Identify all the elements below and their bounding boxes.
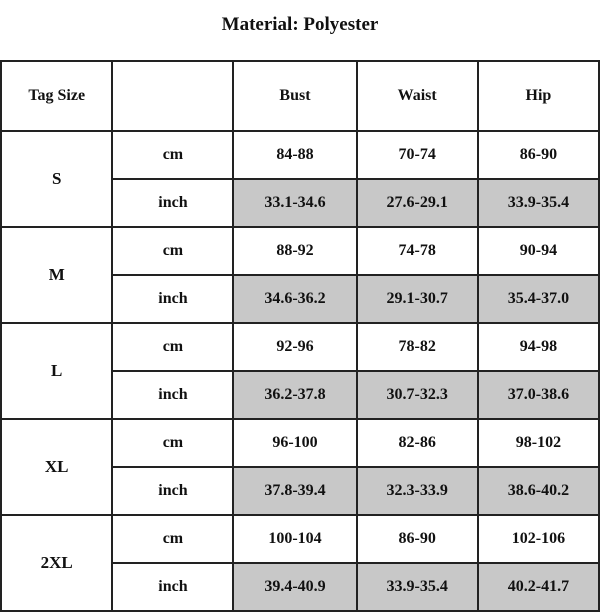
hip-value: 33.9-35.4 [478,179,599,227]
unit-label: inch [112,275,233,323]
waist-value: 27.6-29.1 [357,179,478,227]
table-row [1,227,599,275]
waist-value: 82-86 [357,419,478,467]
page-title: Material: Polyester [221,14,379,35]
table-row [1,131,599,179]
unit-label: cm [112,515,233,563]
hip-value: 98-102 [478,419,599,467]
hip-value: 86-90 [478,131,599,179]
size-label: L [1,323,112,419]
hip-value: 102-106 [478,515,599,563]
waist-value: 29.1-30.7 [357,275,478,323]
unit-label: cm [112,419,233,467]
bust-value: 36.2-37.8 [233,371,356,419]
bust-value: 88-92 [233,227,356,275]
header-row [1,61,599,131]
bust-value: 39.4-40.9 [233,563,356,611]
table-row [1,323,599,371]
unit-label: inch [112,371,233,419]
hip-value: 94-98 [478,323,599,371]
hip-value: 40.2-41.7 [478,563,599,611]
header-unit [112,61,233,131]
table-row [1,515,599,563]
hip-value: 90-94 [478,227,599,275]
bust-value: 92-96 [233,323,356,371]
unit-label: inch [112,179,233,227]
table-row [1,419,599,467]
waist-value: 78-82 [357,323,478,371]
waist-value: 86-90 [357,515,478,563]
unit-label: inch [112,467,233,515]
size-label: 2XL [1,515,112,611]
waist-value: 70-74 [357,131,478,179]
waist-value: 74-78 [357,227,478,275]
bust-value: 84-88 [233,131,356,179]
bust-value: 33.1-34.6 [233,179,356,227]
header-bust: Bust [233,61,356,131]
unit-label: cm [112,323,233,371]
header-waist: Waist [357,61,478,131]
size-label: S [1,131,112,227]
size-label: XL [1,419,112,515]
unit-label: inch [112,563,233,611]
bust-value: 37.8-39.4 [233,467,356,515]
header-hip: Hip [478,61,599,131]
bust-value: 34.6-36.2 [233,275,356,323]
bust-value: 100-104 [233,515,356,563]
waist-value: 33.9-35.4 [357,563,478,611]
size-chart-table [0,60,600,612]
unit-label: cm [112,227,233,275]
hip-value: 35.4-37.0 [478,275,599,323]
header-tag-size: Tag Size [1,61,112,131]
waist-value: 30.7-32.3 [357,371,478,419]
hip-value: 38.6-40.2 [478,467,599,515]
unit-label: cm [112,131,233,179]
size-label: M [1,227,112,323]
hip-value: 37.0-38.6 [478,371,599,419]
waist-value: 32.3-33.9 [357,467,478,515]
bust-value: 96-100 [233,419,356,467]
